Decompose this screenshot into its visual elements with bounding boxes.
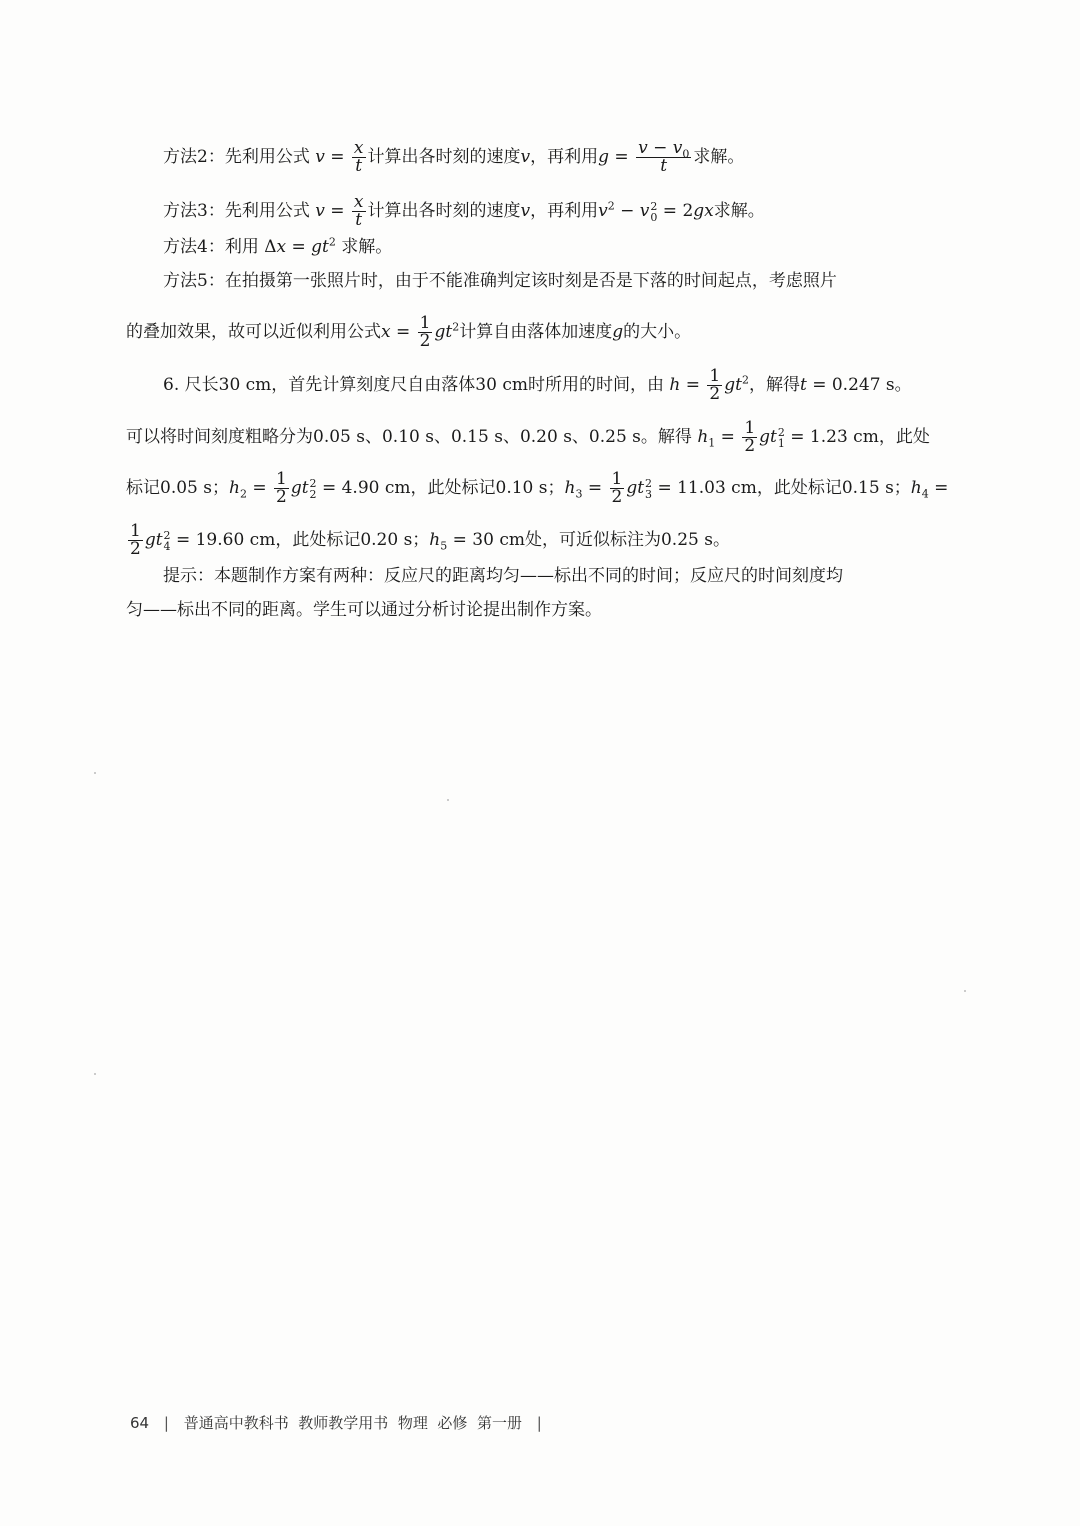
scan-speck <box>964 990 966 992</box>
footer-guide: 教师教学用书 <box>298 1414 389 1432</box>
fraction-one-half: $\frac{1}{2}$ <box>276 469 287 507</box>
method-4-line: 方法4：利用 $\Delta x = gt^2$ 求解。 <box>163 235 393 257</box>
footer-book: 普通高中教科书 <box>183 1414 289 1432</box>
footer-volume: 第一册 <box>476 1414 522 1432</box>
fraction-x-over-t: $\frac{x}{t}$ <box>353 192 364 230</box>
question-6-line-4: $\frac{1}{2}$ gt 2 4 = 19.60 cm，此处标记0.20 s；$h_5 = 30$ cm处，可近似标注为0.25 s。 <box>130 521 730 559</box>
footer-separator: | <box>536 1414 542 1432</box>
hint-line-1: 提示：本题制作方案有两种：反应尺的距离均匀——标出不同的时间；反应尺的时间刻度均 <box>163 566 843 586</box>
method-5-line-1: 方法5：在拍摄第一张照片时，由于不能准确判定该时刻是否是下落的时间起点，考虑照片 <box>163 271 837 291</box>
footer-type: 必修 <box>437 1414 468 1432</box>
fraction-one-half: $\frac{1}{2}$ <box>709 366 721 404</box>
fraction-one-half: $\frac{1}{2}$ <box>419 313 431 351</box>
method-2-line: 方法2：先利用公式 v = $\frac{x}{t}$ 计算出各时刻的速度v，再利用g = $\frac{v - v_0}{t}$ 求解。 <box>163 138 745 176</box>
page-number: 64 <box>130 1414 150 1432</box>
method-5-line-2: 的叠加效果，故可以近似利用公式x = $\frac{1}{2}$ $gt^2$计算自由落体加速度g的大小。 <box>126 313 692 351</box>
fraction-one-half: $\frac{1}{2}$ <box>130 521 141 559</box>
footer-separator: | <box>163 1414 169 1432</box>
fraction-one-half: $\frac{1}{2}$ <box>744 418 756 456</box>
question-6-line-1: 6. 尺长30 cm，首先计算刻度尺自由落体30 cm时所用的时间，由 h = $\frac{1}{2}$ $gt^2$，解得t = 0.247 s。 <box>163 366 912 404</box>
scan-speck <box>94 772 96 774</box>
fraction-x-over-t: $\frac{x}{t}$ <box>353 138 364 176</box>
question-6-line-3: 标记0.05 s；$h_2$ = $\frac{1}{2}$ gt 2 2 = 4.90 cm，此处标记0.10 s；$h_3$ = $\frac{1}{2}$ gt 2 3 = 11.03 cm，此处标记0.15 s；$h_4$ = <box>126 469 949 507</box>
footer-subject: 物理 <box>397 1414 428 1432</box>
page-footer <box>130 1412 552 1433</box>
question-6-line-2: 可以将时间刻度粗略分为0.05 s、0.10 s、0.15 s、0.20 s、0.25 s。解得 $h_1$ = $\frac{1}{2}$ gt 2 1 = 1.23 cm，此处 <box>126 418 930 456</box>
fraction-v-minus-v0-over-t: $\frac{v - v_0}{t}$ <box>638 138 690 176</box>
method-3-line: 方法3：先利用公式 v = $\frac{x}{t}$ 计算出各时刻的速度v，再利用$v^2 - v$ 2 0 = 2gx求解。 <box>163 192 765 230</box>
scan-speck <box>447 799 449 801</box>
fraction-one-half: $\frac{1}{2}$ <box>611 469 623 507</box>
scan-speck <box>94 1073 96 1075</box>
hint-line-2: 匀——标出不同的距离。学生可以通过分析讨论提出制作方案。 <box>126 600 602 620</box>
